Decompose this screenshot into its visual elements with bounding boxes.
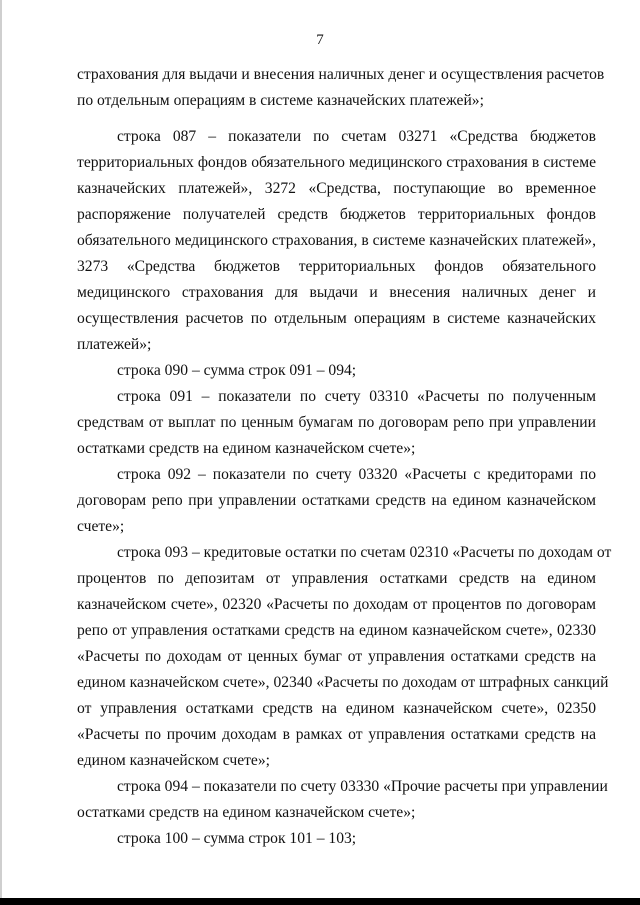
text-line: строка 087 – показатели по счетам 03271 «Средства бюджетов	[117, 128, 596, 145]
text-line: счете»;	[77, 518, 125, 535]
text-line: по отдельным операциям в системе казначейских платежей»;	[77, 92, 484, 109]
text-line: строка 094 – показатели по счету 03330 «Прочие расчеты при управлении	[117, 778, 608, 795]
paragraph-line-087	[77, 124, 596, 358]
text-line: строка 091 – показатели по счету 03310 «Расчеты по полученным	[117, 388, 596, 405]
text-line: договорам репо при управлении остатками средств на едином казначейском	[77, 492, 596, 509]
text-line: едином казначейском счете», 02340 «Расчеты по доходам от штрафных санкций	[77, 674, 609, 691]
text-line: остатками средств на едином казначейском счете»;	[77, 440, 416, 457]
text-line: средствам от выплат по ценным бумагам по договорам репо при управлении	[77, 414, 596, 431]
text-line: процентов по депозитам от управления остатками средств на едином	[77, 570, 596, 587]
text-line: строка 093 – кредитовые остатки по счетам 02310 «Расчеты по доходам от	[117, 544, 612, 561]
text-line: обязательного медицинского страхования, в системе казначейских платежей»,	[77, 232, 596, 249]
paragraph-line-093	[77, 540, 612, 774]
text-line: осуществления расчетов по отдельным операциям в системе казначейских	[77, 310, 596, 327]
document-body	[77, 62, 612, 852]
scan-bottom-edge	[0, 898, 640, 905]
paragraph-line-094	[77, 774, 608, 826]
text-line: репо от управления остатками средств на едином казначейском счете», 02330	[77, 622, 596, 639]
paragraph-line-091	[77, 384, 596, 462]
paragraph-line-100	[77, 826, 596, 852]
page-number: 7	[316, 32, 324, 48]
text-line: строка 090 – сумма строк 091 – 094;	[117, 362, 357, 379]
text-line: казначейском счете», 02320 «Расчеты по доходам от процентов по договорам	[77, 596, 596, 613]
paragraph-line-092	[77, 462, 596, 540]
text-line: «Расчеты по доходам от ценных бумаг от управления остатками средств на	[77, 648, 596, 665]
text-line: от управления остатками средств на едином казначейском счете», 02350	[77, 700, 596, 717]
paragraph-continuation	[77, 62, 605, 114]
text-line: остатками средств на едином казначейском счете»;	[77, 804, 416, 821]
text-line: строка 092 – показатели по счету 03320 «Расчеты с кредиторами по	[117, 466, 596, 483]
text-line: едином казначейском счете»;	[77, 752, 270, 769]
text-line: строка 100 – сумма строк 101 – 103;	[117, 830, 357, 847]
text-line: платежей»;	[77, 336, 152, 353]
text-line: распоряжение получателей средств бюджетов территориальных фондов	[77, 206, 596, 223]
scan-left-edge	[0, 0, 2, 905]
text-line: страхования для выдачи и внесения наличных денег и осуществления расчетов	[77, 66, 605, 83]
text-line: медицинского страхования для выдачи и внесения наличных денег и	[77, 284, 596, 301]
text-line: территориальных фондов обязательного медицинского страхования в системе	[77, 154, 596, 171]
text-line: казначейских платежей», 3272 «Средства, поступающие во временное	[77, 180, 596, 197]
text-line: «Расчеты по прочим доходам в рамках от управления остатками средств на	[77, 726, 596, 743]
paragraph-line-090	[77, 358, 596, 384]
text-line: 3273 «Средства бюджетов территориальных фондов обязательного	[77, 258, 596, 275]
